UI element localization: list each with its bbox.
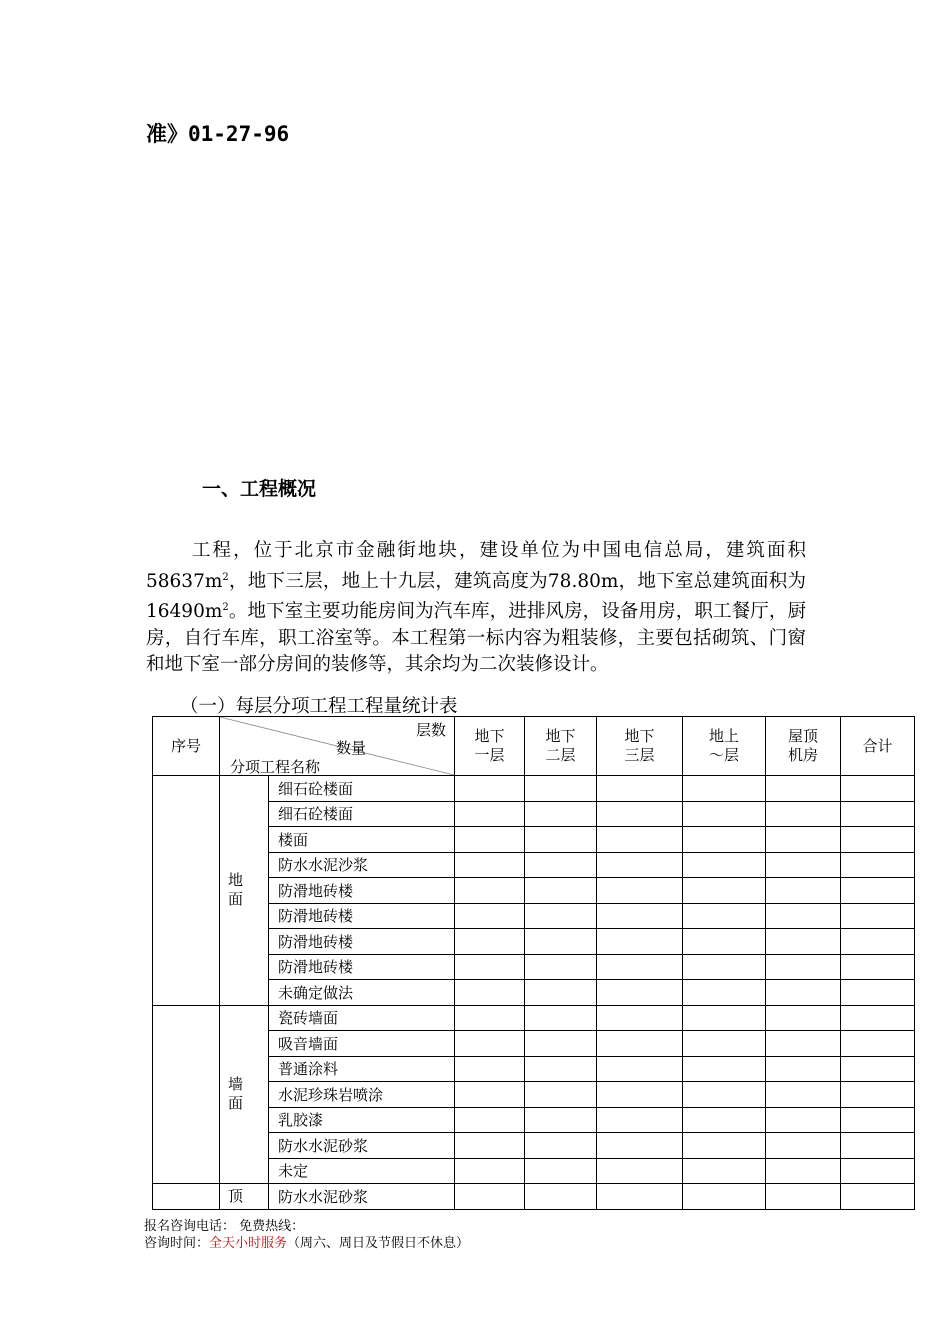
quantity-cell[interactable] xyxy=(455,827,525,853)
table-row xyxy=(153,776,915,802)
quantity-cell[interactable] xyxy=(683,980,766,1006)
quantity-cell[interactable] xyxy=(525,827,597,853)
quantity-cell[interactable] xyxy=(525,1133,597,1159)
quantity-cell[interactable] xyxy=(766,852,841,878)
quantity-cell[interactable] xyxy=(525,1158,597,1184)
quantity-cell[interactable] xyxy=(597,1184,683,1210)
quantity-cell[interactable] xyxy=(597,954,683,980)
quantity-cell[interactable] xyxy=(683,1158,766,1184)
seq-cell xyxy=(153,1005,220,1184)
footer-hours-line xyxy=(144,1232,469,1251)
quantity-cell[interactable] xyxy=(683,929,766,955)
header-col-total: 合计 xyxy=(841,717,915,776)
quantity-cell[interactable] xyxy=(455,1107,525,1133)
quantity-cell[interactable] xyxy=(525,954,597,980)
quantity-cell[interactable] xyxy=(766,1158,841,1184)
quantity-cell[interactable] xyxy=(683,903,766,929)
item-name-cell: 防水水泥砂浆 xyxy=(269,1133,455,1159)
quantity-cell[interactable] xyxy=(525,801,597,827)
table-row xyxy=(153,1005,915,1031)
item-name-cell: 水泥珍珠岩喷涂 xyxy=(269,1082,455,1108)
quantity-cell[interactable] xyxy=(525,903,597,929)
quantity-cell[interactable] xyxy=(455,878,525,904)
quantity-cell[interactable] xyxy=(683,852,766,878)
quantity-cell[interactable] xyxy=(766,1184,841,1210)
quantity-cell[interactable] xyxy=(766,1133,841,1159)
item-name-cell: 瓷砖墙面 xyxy=(269,1005,455,1031)
paragraph-text-1: 工程，位于北京市金融街地块，建设单位为中国电信总局，建筑面积58637m xyxy=(146,540,806,592)
quantity-cell[interactable] xyxy=(766,827,841,853)
header-col-b3: 地下 三层 xyxy=(597,717,683,776)
quantity-cell[interactable] xyxy=(841,878,915,904)
item-name-cell: 防水水泥沙浆 xyxy=(269,852,455,878)
quantity-cell[interactable] xyxy=(597,1056,683,1082)
footer-hours-highlight: 全天小时服务 xyxy=(209,1236,288,1251)
quantity-cell[interactable] xyxy=(683,954,766,980)
quantity-cell[interactable] xyxy=(683,1184,766,1210)
quantity-cell[interactable] xyxy=(766,980,841,1006)
quantity-cell[interactable] xyxy=(841,980,915,1006)
superscript-2: 2 xyxy=(222,571,229,583)
quantity-cell[interactable] xyxy=(683,1107,766,1133)
quantity-cell[interactable] xyxy=(841,1158,915,1184)
header-seq: 序号 xyxy=(153,717,220,776)
quantity-cell[interactable] xyxy=(525,1107,597,1133)
quantity-cell[interactable] xyxy=(525,929,597,955)
quantity-cell[interactable] xyxy=(525,980,597,1006)
quantity-cell[interactable] xyxy=(841,827,915,853)
header-col-b2: 地下 二层 xyxy=(525,717,597,776)
item-name-cell: 防滑地砖楼 xyxy=(269,878,455,904)
header-col-b1: 地下 一层 xyxy=(455,717,525,776)
table-row xyxy=(153,1184,915,1210)
quantity-cell[interactable] xyxy=(597,878,683,904)
quantity-cell[interactable] xyxy=(683,1005,766,1031)
footer-contact-line: 报名咨询电话： 免费热线： xyxy=(144,1219,305,1234)
quantity-cell[interactable] xyxy=(455,1158,525,1184)
category-cell: 地 面 xyxy=(220,776,269,1006)
item-name-cell: 防滑地砖楼 xyxy=(269,929,455,955)
quantity-cell[interactable] xyxy=(455,1184,525,1210)
quantity-cell[interactable] xyxy=(455,1056,525,1082)
quantity-cell[interactable] xyxy=(455,903,525,929)
section-title: 一、工程概况 xyxy=(202,478,317,500)
quantity-cell[interactable] xyxy=(455,1082,525,1108)
quantity-cell[interactable] xyxy=(683,1056,766,1082)
header-floors-label: 层数 xyxy=(415,721,446,739)
header-col-above: 地上 ～层 xyxy=(683,717,766,776)
quantity-cell[interactable] xyxy=(597,1133,683,1159)
quantity-cell[interactable] xyxy=(525,878,597,904)
quantity-cell[interactable] xyxy=(683,1031,766,1057)
item-name-cell: 防滑地砖楼 xyxy=(269,903,455,929)
quantity-cell[interactable] xyxy=(455,1031,525,1057)
quantity-table xyxy=(152,716,915,1210)
quantity-cell[interactable] xyxy=(597,980,683,1006)
quantity-cell[interactable] xyxy=(683,1133,766,1159)
quantity-cell[interactable] xyxy=(841,852,915,878)
quantity-cell[interactable] xyxy=(525,1031,597,1057)
quantity-cell[interactable] xyxy=(683,1082,766,1108)
quantity-cell[interactable] xyxy=(597,801,683,827)
quantity-cell[interactable] xyxy=(597,827,683,853)
item-name-cell: 细石砼楼面 xyxy=(269,801,455,827)
seq-cell xyxy=(153,1184,220,1210)
quantity-cell[interactable] xyxy=(597,903,683,929)
header-item-name-label: 分项工程名称 xyxy=(230,758,321,776)
item-name-cell: 普通涂料 xyxy=(269,1056,455,1082)
quantity-cell[interactable] xyxy=(455,954,525,980)
table-body xyxy=(153,717,915,1210)
category-cell: 顶 xyxy=(220,1184,269,1210)
header-diagonal-cell xyxy=(220,717,455,776)
quantity-cell[interactable] xyxy=(766,801,841,827)
quantity-cell[interactable] xyxy=(525,852,597,878)
quantity-cell[interactable] xyxy=(766,1107,841,1133)
quantity-cell[interactable] xyxy=(841,1082,915,1108)
quantity-cell[interactable] xyxy=(683,827,766,853)
table-title: （一）每层分项工程工程量统计表 xyxy=(180,696,458,717)
quantity-cell[interactable] xyxy=(841,929,915,955)
superscript-2: 2 xyxy=(222,602,229,614)
quantity-cell[interactable] xyxy=(525,1184,597,1210)
quantity-cell[interactable] xyxy=(597,1031,683,1057)
document-heading: 准》01-27-96 xyxy=(146,122,290,146)
item-name-cell: 防滑地砖楼 xyxy=(269,954,455,980)
quantity-cell[interactable] xyxy=(766,1031,841,1057)
item-name-cell: 乳胶漆 xyxy=(269,1107,455,1133)
quantity-cell[interactable] xyxy=(455,801,525,827)
category-cell: 墙 面 xyxy=(220,1005,269,1184)
quantity-cell[interactable] xyxy=(841,1184,915,1210)
footer-hours-suffix: （周六、周日及节假日不休息） xyxy=(287,1236,470,1251)
seq-cell xyxy=(153,776,220,1006)
quantity-cell[interactable] xyxy=(841,801,915,827)
quantity-cell[interactable] xyxy=(597,1158,683,1184)
quantity-cell[interactable] xyxy=(766,1056,841,1082)
paragraph-text-3: 。地下室主要功能房间为汽车库，进排风房，设备用房，职工餐厅，厨房，自行车库，职工浴室等。本工程第一标内容为粗装修，主要包括砌筑、门窗和地下室一部分房间的装修等，其余均为二次装修设计。 xyxy=(146,601,806,676)
quantity-cell[interactable] xyxy=(455,852,525,878)
quantity-cell[interactable] xyxy=(597,1082,683,1108)
quantity-cell[interactable] xyxy=(841,1107,915,1133)
quantity-cell[interactable] xyxy=(525,1056,597,1082)
quantity-cell[interactable] xyxy=(525,1005,597,1031)
quantity-cell[interactable] xyxy=(766,954,841,980)
item-name-cell: 楼面 xyxy=(269,827,455,853)
quantity-cell[interactable] xyxy=(841,1031,915,1057)
quantity-cell[interactable] xyxy=(766,1082,841,1108)
quantity-cell[interactable] xyxy=(455,980,525,1006)
quantity-cell[interactable] xyxy=(766,776,841,802)
quantity-cell[interactable] xyxy=(766,903,841,929)
quantity-cell[interactable] xyxy=(841,1056,915,1082)
paragraph-text-2: ，地下三层，地上十九层，建筑高度为78.80m，地下室总建筑面积为16490m xyxy=(146,570,806,623)
quantity-cell[interactable] xyxy=(455,1005,525,1031)
header-col-roof: 屋顶 机房 xyxy=(766,717,841,776)
quantity-cell[interactable] xyxy=(841,1005,915,1031)
quantity-cell[interactable] xyxy=(597,776,683,802)
quantity-cell[interactable] xyxy=(683,801,766,827)
quantity-cell[interactable] xyxy=(683,878,766,904)
quantity-cell[interactable] xyxy=(597,929,683,955)
overview-paragraph xyxy=(146,538,806,679)
quantity-cell[interactable] xyxy=(841,1133,915,1159)
quantity-cell[interactable] xyxy=(841,954,915,980)
quantity-cell[interactable] xyxy=(455,1133,525,1159)
table-header-row xyxy=(153,717,915,776)
item-name-cell: 吸音墙面 xyxy=(269,1031,455,1057)
item-name-cell: 未定 xyxy=(269,1158,455,1184)
item-name-cell: 细石砼楼面 xyxy=(269,776,455,802)
item-name-cell: 未确定做法 xyxy=(269,980,455,1006)
footer-hours-prefix: 咨询时间： xyxy=(144,1236,210,1251)
quantity-cell[interactable] xyxy=(597,852,683,878)
quantity-cell[interactable] xyxy=(455,929,525,955)
quantity-cell[interactable] xyxy=(766,878,841,904)
quantity-cell[interactable] xyxy=(841,903,915,929)
quantity-cell[interactable] xyxy=(455,776,525,802)
header-quantity-label: 数量 xyxy=(336,739,367,757)
item-name-cell: 防水水泥砂浆 xyxy=(269,1184,455,1210)
quantity-cell[interactable] xyxy=(683,776,766,802)
quantity-cell[interactable] xyxy=(841,776,915,802)
quantity-cell[interactable] xyxy=(525,1082,597,1108)
quantity-cell[interactable] xyxy=(597,1005,683,1031)
quantity-cell[interactable] xyxy=(766,1005,841,1031)
quantity-cell[interactable] xyxy=(525,776,597,802)
quantity-cell[interactable] xyxy=(766,929,841,955)
quantity-cell[interactable] xyxy=(597,1107,683,1133)
